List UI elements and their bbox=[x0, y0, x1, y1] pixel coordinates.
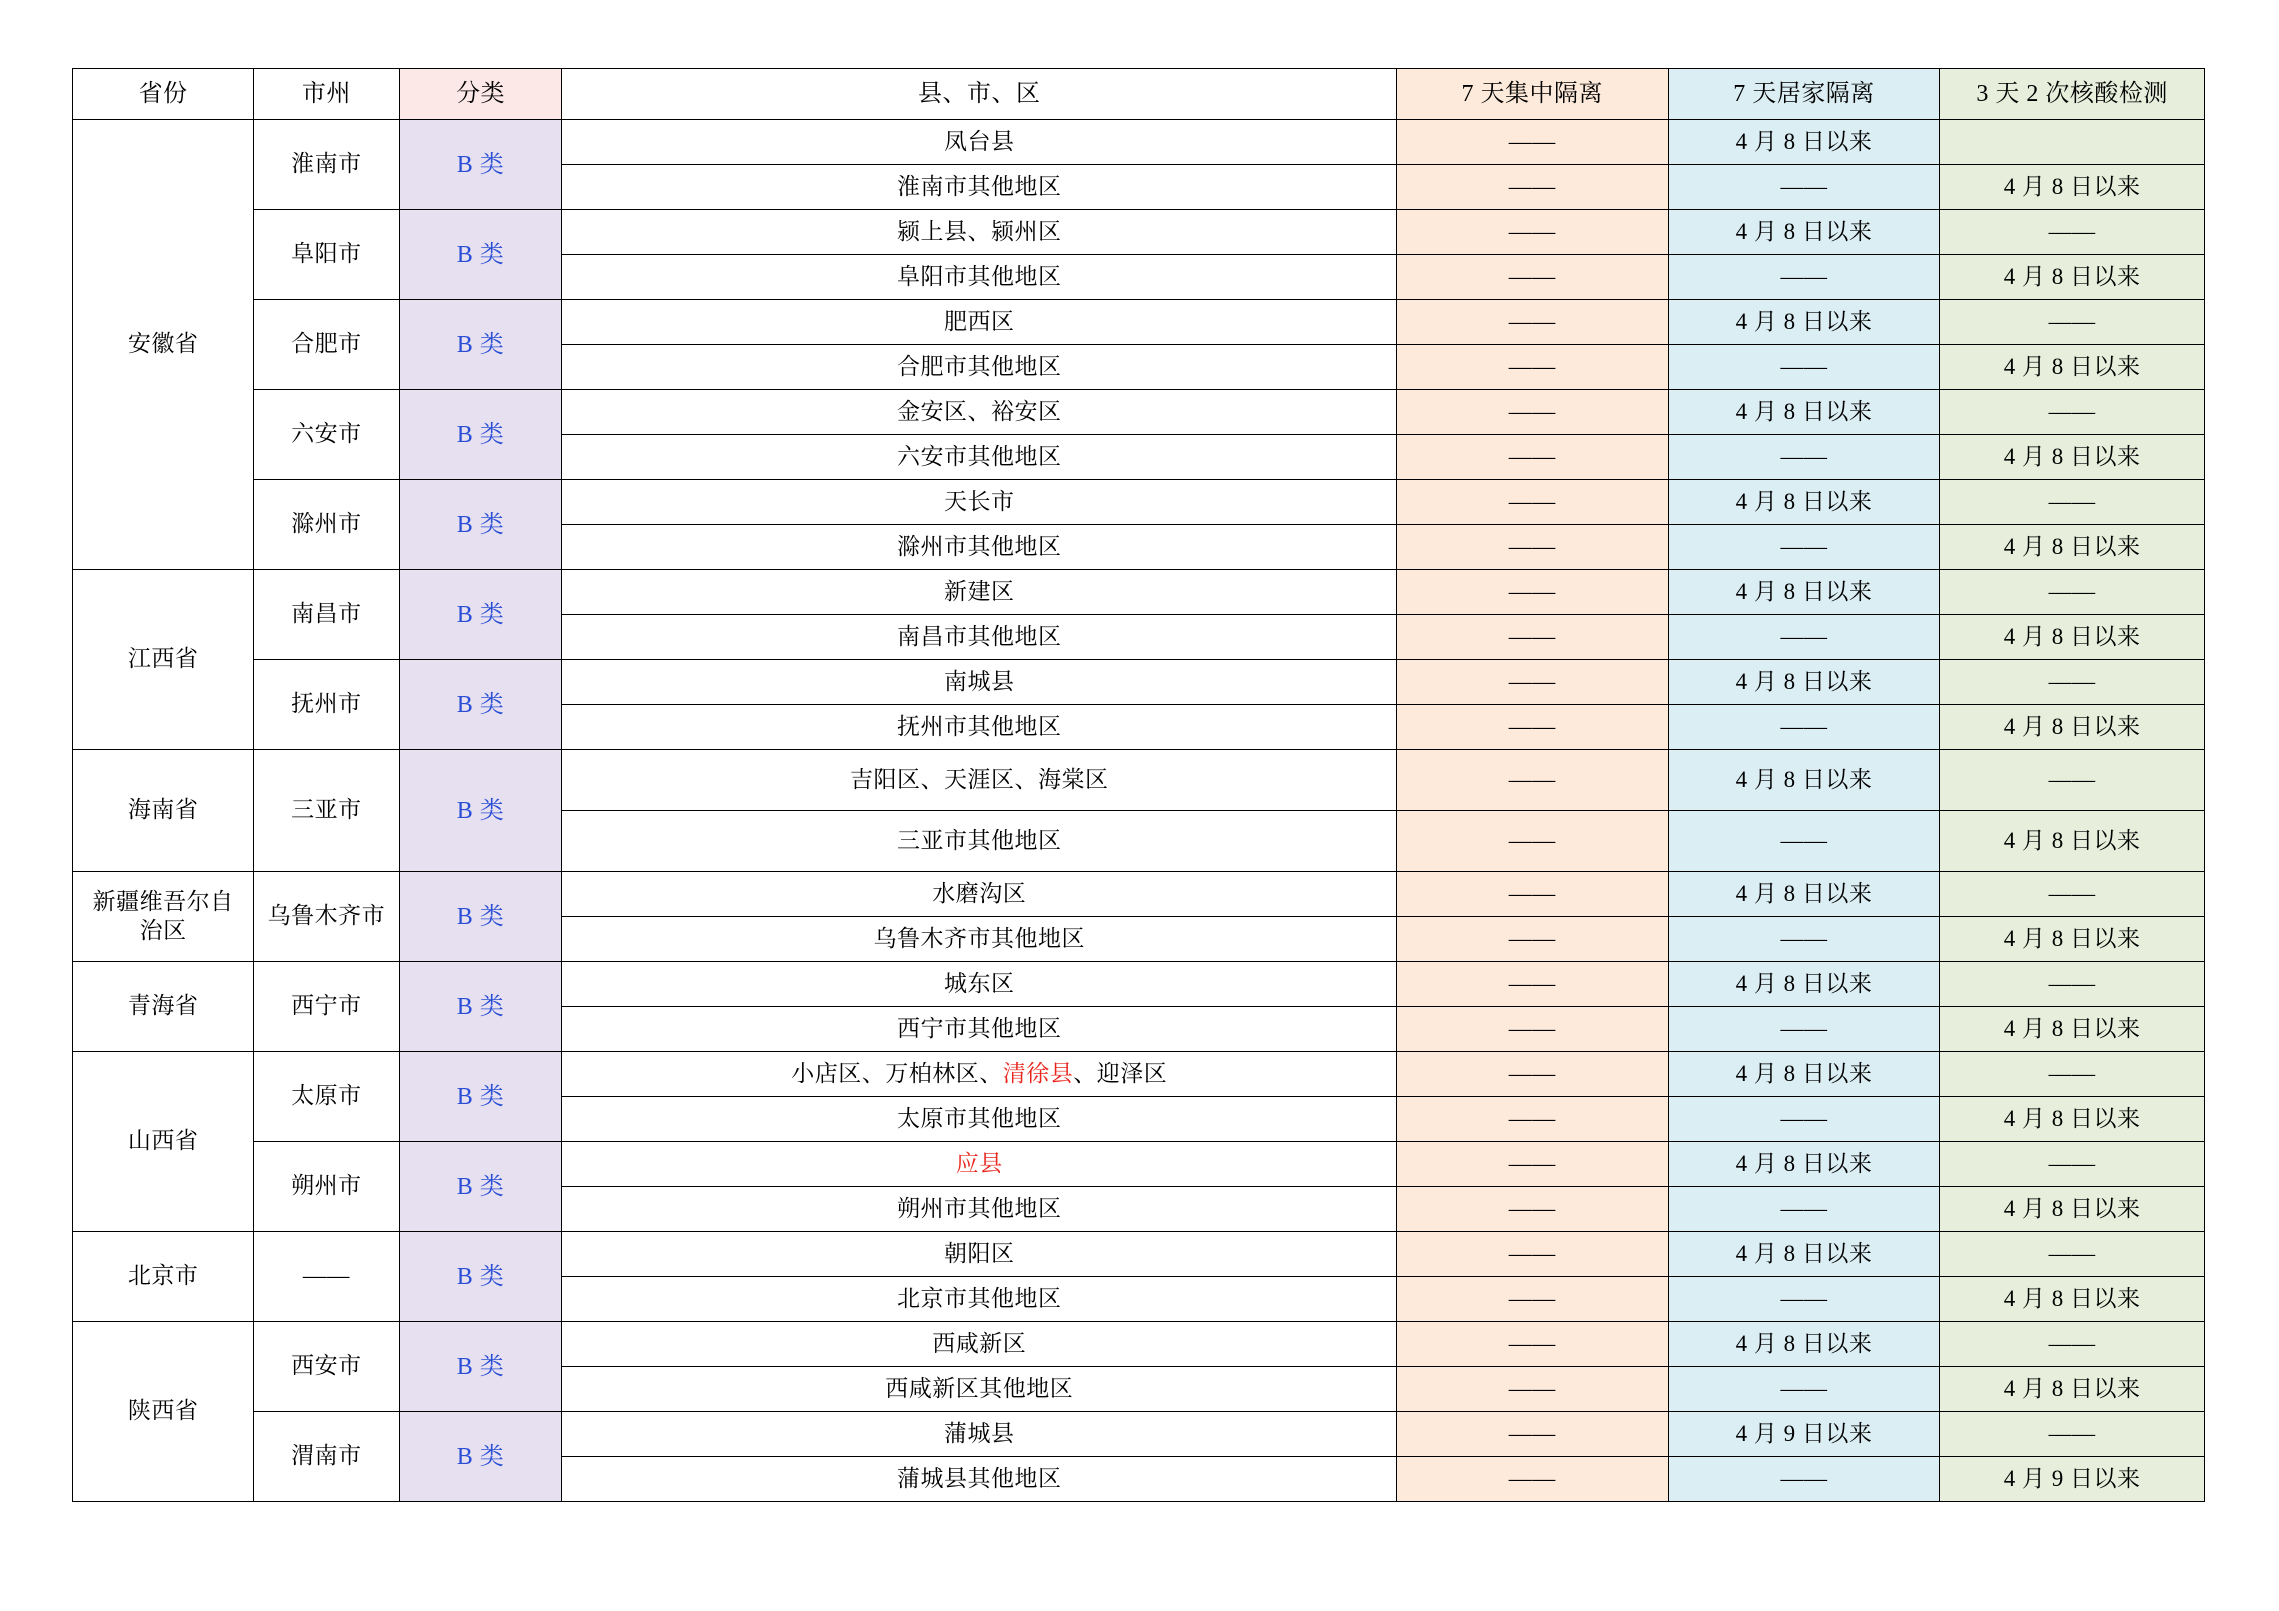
header-area: 县、市、区 bbox=[562, 69, 1396, 120]
cell-home7: 4 月 8 日以来 bbox=[1668, 120, 1940, 165]
cell-test3: —— bbox=[1940, 570, 2205, 615]
header-test3: 3 天 2 次核酸检测 bbox=[1940, 69, 2205, 120]
cell-isolation7: —— bbox=[1396, 435, 1668, 480]
cell-test3 bbox=[1940, 120, 2205, 165]
cell-area: 金安区、裕安区 bbox=[562, 390, 1396, 435]
cell-category: B 类 bbox=[399, 1322, 562, 1412]
cell-city: —— bbox=[254, 1232, 400, 1322]
cell-isolation7: —— bbox=[1396, 1187, 1668, 1232]
cell-area: 朔州市其他地区 bbox=[562, 1187, 1396, 1232]
table-row bbox=[73, 390, 2205, 435]
cell-area: 阜阳市其他地区 bbox=[562, 255, 1396, 300]
cell-home7: —— bbox=[1668, 525, 1940, 570]
cell-home7: 4 月 8 日以来 bbox=[1668, 1142, 1940, 1187]
cell-home7: 4 月 8 日以来 bbox=[1668, 1322, 1940, 1367]
cell-home7: 4 月 8 日以来 bbox=[1668, 1232, 1940, 1277]
cell-test3: —— bbox=[1940, 210, 2205, 255]
cell-test3: —— bbox=[1940, 480, 2205, 525]
cell-city: 渭南市 bbox=[254, 1412, 400, 1502]
cell-isolation7: —— bbox=[1396, 1277, 1668, 1322]
cell-home7: —— bbox=[1668, 1007, 1940, 1052]
cell-test3: 4 月 8 日以来 bbox=[1940, 165, 2205, 210]
cell-isolation7: —— bbox=[1396, 480, 1668, 525]
cell-category: B 类 bbox=[399, 570, 562, 660]
cell-isolation7: —— bbox=[1396, 210, 1668, 255]
cell-category: B 类 bbox=[399, 660, 562, 750]
cell-test3: 4 月 9 日以来 bbox=[1940, 1457, 2205, 1502]
cell-category: B 类 bbox=[399, 210, 562, 300]
area-highlight: 清徐县 bbox=[1002, 1060, 1074, 1086]
cell-test3: —— bbox=[1940, 660, 2205, 705]
table-row bbox=[73, 1412, 2205, 1457]
cell-province: 青海省 bbox=[73, 962, 254, 1052]
cell-home7: —— bbox=[1668, 1097, 1940, 1142]
table-row bbox=[73, 1232, 2205, 1277]
cell-area: 颍上县、颍州区 bbox=[562, 210, 1396, 255]
cell-home7: —— bbox=[1668, 345, 1940, 390]
cell-isolation7: —— bbox=[1396, 615, 1668, 660]
table-row bbox=[73, 750, 2205, 811]
cell-province: 海南省 bbox=[73, 750, 254, 872]
cell-area: 吉阳区、天涯区、海棠区 bbox=[562, 750, 1396, 811]
cell-home7: —— bbox=[1668, 1277, 1940, 1322]
cell-test3: 4 月 8 日以来 bbox=[1940, 255, 2205, 300]
cell-isolation7: —— bbox=[1396, 255, 1668, 300]
cell-isolation7: —— bbox=[1396, 1457, 1668, 1502]
header-row bbox=[73, 69, 2205, 120]
cell-city: 滁州市 bbox=[254, 480, 400, 570]
cell-test3: 4 月 8 日以来 bbox=[1940, 435, 2205, 480]
cell-category: B 类 bbox=[399, 300, 562, 390]
cell-test3: —— bbox=[1940, 300, 2205, 345]
table-row bbox=[73, 300, 2205, 345]
cell-test3: —— bbox=[1940, 390, 2205, 435]
cell-area: 北京市其他地区 bbox=[562, 1277, 1396, 1322]
cell-province: 江西省 bbox=[73, 570, 254, 750]
cell-area: 肥西区 bbox=[562, 300, 1396, 345]
cell-isolation7: —— bbox=[1396, 345, 1668, 390]
cell-isolation7: —— bbox=[1396, 872, 1668, 917]
table-row bbox=[73, 480, 2205, 525]
cell-area: 凤台县 bbox=[562, 120, 1396, 165]
cell-area: 合肥市其他地区 bbox=[562, 345, 1396, 390]
cell-test3: —— bbox=[1940, 1052, 2205, 1097]
cell-category: B 类 bbox=[399, 480, 562, 570]
cell-city: 西安市 bbox=[254, 1322, 400, 1412]
header-category: 分类 bbox=[399, 69, 562, 120]
cell-isolation7: —— bbox=[1396, 390, 1668, 435]
cell-isolation7: —— bbox=[1396, 705, 1668, 750]
cell-city: 乌鲁木齐市 bbox=[254, 872, 400, 962]
cell-test3: 4 月 8 日以来 bbox=[1940, 525, 2205, 570]
cell-isolation7: —— bbox=[1396, 962, 1668, 1007]
table-row bbox=[73, 120, 2205, 165]
cell-area: 南昌市其他地区 bbox=[562, 615, 1396, 660]
cell-isolation7: —— bbox=[1396, 1232, 1668, 1277]
cell-category: B 类 bbox=[399, 962, 562, 1052]
cell-city: 抚州市 bbox=[254, 660, 400, 750]
cell-area: 滁州市其他地区 bbox=[562, 525, 1396, 570]
cell-area: 淮南市其他地区 bbox=[562, 165, 1396, 210]
cell-home7: —— bbox=[1668, 811, 1940, 872]
cell-city: 南昌市 bbox=[254, 570, 400, 660]
cell-area: 乌鲁木齐市其他地区 bbox=[562, 917, 1396, 962]
cell-province: 山西省 bbox=[73, 1052, 254, 1232]
area-text: 、迎泽区 bbox=[1073, 1060, 1168, 1086]
cell-category: B 类 bbox=[399, 1412, 562, 1502]
cell-test3: —— bbox=[1940, 872, 2205, 917]
cell-area: 城东区 bbox=[562, 962, 1396, 1007]
cell-area: 六安市其他地区 bbox=[562, 435, 1396, 480]
cell-isolation7: —— bbox=[1396, 120, 1668, 165]
cell-province: 安徽省 bbox=[73, 120, 254, 570]
cell-home7: 4 月 8 日以来 bbox=[1668, 872, 1940, 917]
header-home7: 7 天居家隔离 bbox=[1668, 69, 1940, 120]
cell-area: 三亚市其他地区 bbox=[562, 811, 1396, 872]
cell-area bbox=[562, 1052, 1396, 1097]
cell-test3: —— bbox=[1940, 1142, 2205, 1187]
cell-home7: —— bbox=[1668, 1457, 1940, 1502]
cell-home7: —— bbox=[1668, 435, 1940, 480]
cell-home7: 4 月 8 日以来 bbox=[1668, 1052, 1940, 1097]
cell-city: 太原市 bbox=[254, 1052, 400, 1142]
table-row bbox=[73, 1052, 2205, 1097]
cell-area: 抚州市其他地区 bbox=[562, 705, 1396, 750]
area-text: 小店区、万柏林区、 bbox=[791, 1060, 1003, 1086]
cell-test3: —— bbox=[1940, 1322, 2205, 1367]
cell-home7: —— bbox=[1668, 615, 1940, 660]
cell-home7: 4 月 8 日以来 bbox=[1668, 210, 1940, 255]
cell-city: 合肥市 bbox=[254, 300, 400, 390]
cell-test3: —— bbox=[1940, 1412, 2205, 1457]
cell-isolation7: —— bbox=[1396, 300, 1668, 345]
cell-city: 淮南市 bbox=[254, 120, 400, 210]
cell-category: B 类 bbox=[399, 750, 562, 872]
cell-isolation7: —— bbox=[1396, 1097, 1668, 1142]
cell-test3: —— bbox=[1940, 750, 2205, 811]
cell-category: B 类 bbox=[399, 120, 562, 210]
cell-isolation7: —— bbox=[1396, 811, 1668, 872]
cell-home7: —— bbox=[1668, 1187, 1940, 1232]
cell-test3: 4 月 8 日以来 bbox=[1940, 1277, 2205, 1322]
cell-test3: 4 月 8 日以来 bbox=[1940, 345, 2205, 390]
cell-home7: 4 月 8 日以来 bbox=[1668, 390, 1940, 435]
cell-city: 朔州市 bbox=[254, 1142, 400, 1232]
header-province: 省份 bbox=[73, 69, 254, 120]
cell-area: 太原市其他地区 bbox=[562, 1097, 1396, 1142]
table-row bbox=[73, 872, 2205, 917]
cell-home7: 4 月 8 日以来 bbox=[1668, 570, 1940, 615]
cell-home7: 4 月 8 日以来 bbox=[1668, 750, 1940, 811]
cell-test3: 4 月 8 日以来 bbox=[1940, 811, 2205, 872]
cell-isolation7: —— bbox=[1396, 1007, 1668, 1052]
cell-isolation7: —— bbox=[1396, 1367, 1668, 1412]
cell-test3: —— bbox=[1940, 962, 2205, 1007]
cell-home7: —— bbox=[1668, 1367, 1940, 1412]
cell-area bbox=[562, 1142, 1396, 1187]
cell-home7: 4 月 8 日以来 bbox=[1668, 300, 1940, 345]
cell-test3: —— bbox=[1940, 1232, 2205, 1277]
cell-isolation7: —— bbox=[1396, 570, 1668, 615]
cell-area: 朝阳区 bbox=[562, 1232, 1396, 1277]
cell-test3: 4 月 8 日以来 bbox=[1940, 1097, 2205, 1142]
cell-area: 西宁市其他地区 bbox=[562, 1007, 1396, 1052]
cell-isolation7: —— bbox=[1396, 525, 1668, 570]
cell-isolation7: —— bbox=[1396, 660, 1668, 705]
table-row bbox=[73, 1142, 2205, 1187]
cell-category: B 类 bbox=[399, 1142, 562, 1232]
cell-home7: 4 月 8 日以来 bbox=[1668, 962, 1940, 1007]
cell-isolation7: —— bbox=[1396, 917, 1668, 962]
cell-province: 陕西省 bbox=[73, 1322, 254, 1502]
cell-test3: 4 月 8 日以来 bbox=[1940, 1007, 2205, 1052]
table-row bbox=[73, 570, 2205, 615]
cell-province: 北京市 bbox=[73, 1232, 254, 1322]
cell-area: 蒲城县 bbox=[562, 1412, 1396, 1457]
header-city: 市州 bbox=[254, 69, 400, 120]
cell-isolation7: —— bbox=[1396, 1322, 1668, 1367]
cell-city: 阜阳市 bbox=[254, 210, 400, 300]
cell-category: B 类 bbox=[399, 1052, 562, 1142]
cell-home7: 4 月 9 日以来 bbox=[1668, 1412, 1940, 1457]
cell-test3: 4 月 8 日以来 bbox=[1940, 1367, 2205, 1412]
cell-area: 水磨沟区 bbox=[562, 872, 1396, 917]
cell-area: 西咸新区 bbox=[562, 1322, 1396, 1367]
cell-home7: —— bbox=[1668, 917, 1940, 962]
cell-home7: —— bbox=[1668, 255, 1940, 300]
cell-category: B 类 bbox=[399, 1232, 562, 1322]
cell-isolation7: —— bbox=[1396, 165, 1668, 210]
cell-home7: —— bbox=[1668, 165, 1940, 210]
cell-area: 西咸新区其他地区 bbox=[562, 1367, 1396, 1412]
table-row bbox=[73, 660, 2205, 705]
table-row bbox=[73, 1322, 2205, 1367]
table-row bbox=[73, 210, 2205, 255]
cell-area: 蒲城县其他地区 bbox=[562, 1457, 1396, 1502]
cell-home7: 4 月 8 日以来 bbox=[1668, 660, 1940, 705]
cell-test3: 4 月 8 日以来 bbox=[1940, 1187, 2205, 1232]
cell-city: 三亚市 bbox=[254, 750, 400, 872]
cell-home7: 4 月 8 日以来 bbox=[1668, 480, 1940, 525]
cell-isolation7: —— bbox=[1396, 1142, 1668, 1187]
cell-area: 南城县 bbox=[562, 660, 1396, 705]
cell-category: B 类 bbox=[399, 872, 562, 962]
cell-test3: 4 月 8 日以来 bbox=[1940, 917, 2205, 962]
cell-isolation7: —— bbox=[1396, 1412, 1668, 1457]
risk-control-table bbox=[72, 68, 2205, 1502]
table-row bbox=[73, 962, 2205, 1007]
cell-province: 新疆维吾尔自治区 bbox=[73, 872, 254, 962]
cell-isolation7: —— bbox=[1396, 1052, 1668, 1097]
area-highlight: 应县 bbox=[955, 1150, 1003, 1176]
cell-test3: 4 月 8 日以来 bbox=[1940, 705, 2205, 750]
cell-area: 天长市 bbox=[562, 480, 1396, 525]
table-body bbox=[73, 120, 2205, 1502]
header-isolation7: 7 天集中隔离 bbox=[1396, 69, 1668, 120]
cell-test3: 4 月 8 日以来 bbox=[1940, 615, 2205, 660]
table-header bbox=[73, 69, 2205, 120]
cell-home7: —— bbox=[1668, 705, 1940, 750]
cell-isolation7: —— bbox=[1396, 750, 1668, 811]
cell-area: 新建区 bbox=[562, 570, 1396, 615]
cell-city: 西宁市 bbox=[254, 962, 400, 1052]
cell-city: 六安市 bbox=[254, 390, 400, 480]
cell-category: B 类 bbox=[399, 390, 562, 480]
